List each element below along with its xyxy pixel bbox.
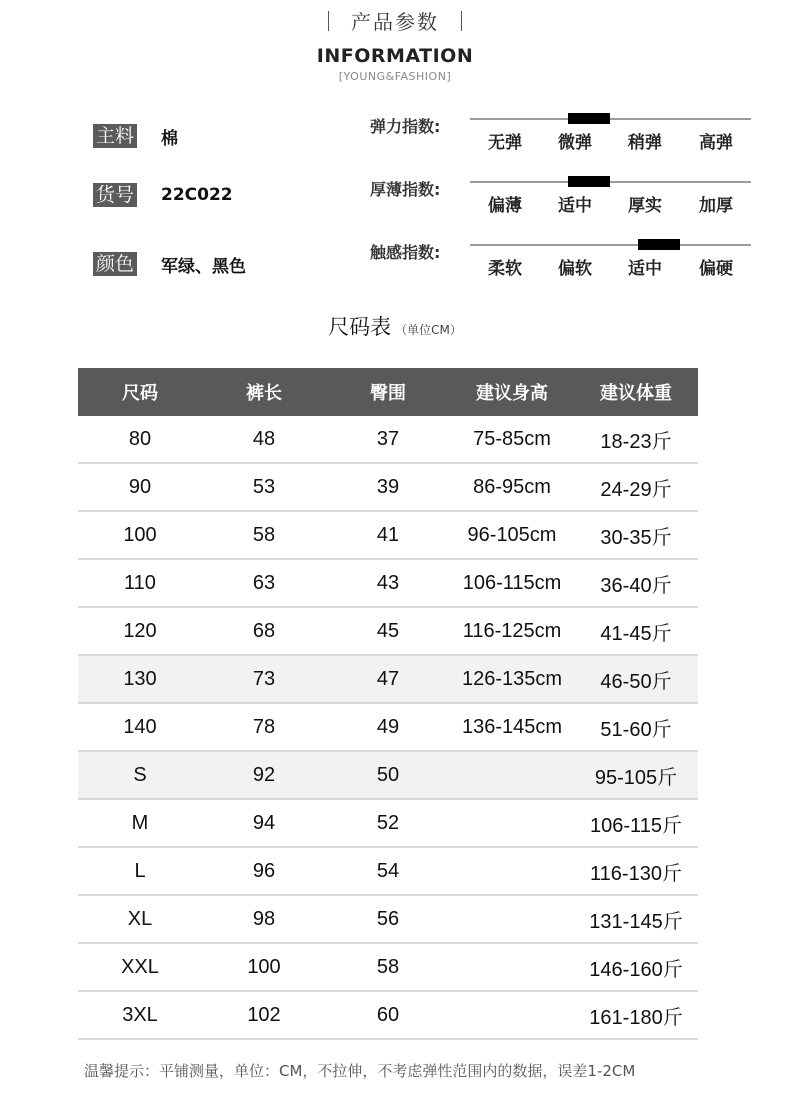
table-cell: XL bbox=[78, 895, 202, 943]
scale-option: 无弹 bbox=[488, 133, 522, 153]
table-row bbox=[78, 559, 698, 607]
spec-value: 军绿、黑色 bbox=[161, 256, 247, 277]
table-row bbox=[78, 511, 698, 559]
page-header bbox=[0, 6, 790, 83]
table-cell: 49 bbox=[326, 703, 450, 751]
scale-option: 厚实 bbox=[628, 196, 662, 216]
table-cell: 136-145cm bbox=[450, 703, 574, 751]
table-cell: 126-135cm bbox=[450, 655, 574, 703]
spec-label: 主料 bbox=[93, 124, 137, 148]
table-cell: 58 bbox=[326, 943, 450, 991]
table-cell: 50 bbox=[326, 751, 450, 799]
table-cell bbox=[450, 799, 574, 847]
title-en: INFORMATION bbox=[316, 45, 474, 67]
scale-marker bbox=[638, 239, 680, 250]
table-cell: 41-45斤 bbox=[574, 607, 698, 655]
table-cell: 110 bbox=[78, 559, 202, 607]
spec-item-number bbox=[93, 183, 233, 207]
table-cell: 53 bbox=[202, 463, 326, 511]
table-cell: 43 bbox=[326, 559, 450, 607]
touch-scale bbox=[470, 242, 751, 282]
table-cell: 92 bbox=[202, 751, 326, 799]
divider-left bbox=[328, 11, 329, 31]
spec-label: 货号 bbox=[93, 183, 137, 207]
table-cell: 54 bbox=[326, 847, 450, 895]
table-cell bbox=[450, 751, 574, 799]
table-cell: 58 bbox=[202, 511, 326, 559]
table-row bbox=[78, 463, 698, 511]
table-row bbox=[78, 943, 698, 991]
table-cell bbox=[450, 847, 574, 895]
table-cell: 60 bbox=[326, 991, 450, 1039]
scale-option: 稍弹 bbox=[628, 133, 662, 153]
table-cell: 73 bbox=[202, 655, 326, 703]
table-cell: 18-23斤 bbox=[574, 416, 698, 463]
table-cell bbox=[450, 991, 574, 1039]
table-cell: 106-115cm bbox=[450, 559, 574, 607]
table-cell: 51-60斤 bbox=[574, 703, 698, 751]
table-cell: 146-160斤 bbox=[574, 943, 698, 991]
table-cell: 56 bbox=[326, 895, 450, 943]
table-row bbox=[78, 751, 698, 799]
table-cell: 41 bbox=[326, 511, 450, 559]
table-cell: 39 bbox=[326, 463, 450, 511]
table-cell: 161-180斤 bbox=[574, 991, 698, 1039]
spec-value: 棉 bbox=[161, 128, 179, 149]
col-header-length: 裤长 bbox=[202, 368, 326, 416]
size-table-body bbox=[78, 416, 698, 1039]
table-cell: 75-85cm bbox=[450, 416, 574, 463]
size-table bbox=[78, 368, 698, 1040]
table-cell: 48 bbox=[202, 416, 326, 463]
table-cell bbox=[450, 943, 574, 991]
table-cell: 140 bbox=[78, 703, 202, 751]
table-cell: 52 bbox=[326, 799, 450, 847]
table-cell: 47 bbox=[326, 655, 450, 703]
elasticity-scale bbox=[470, 116, 751, 156]
title-row bbox=[0, 6, 790, 35]
table-cell: 100 bbox=[202, 943, 326, 991]
table-cell: 46-50斤 bbox=[574, 655, 698, 703]
spec-value: 22C022 bbox=[161, 185, 233, 205]
col-header-hip: 臀围 bbox=[326, 368, 450, 416]
table-cell: 102 bbox=[202, 991, 326, 1039]
title-cn: 产品参数 bbox=[351, 10, 439, 34]
table-cell: 63 bbox=[202, 559, 326, 607]
table-cell: 3XL bbox=[78, 991, 202, 1039]
table-cell: 130 bbox=[78, 655, 202, 703]
table-cell: 68 bbox=[202, 607, 326, 655]
scale-option: 偏软 bbox=[558, 259, 592, 279]
size-table-unit: （单位CM） bbox=[395, 323, 462, 337]
table-cell: 95-105斤 bbox=[574, 751, 698, 799]
scale-option: 微弹 bbox=[558, 133, 592, 153]
scale-option: 偏硬 bbox=[699, 259, 733, 279]
divider-right bbox=[461, 11, 462, 31]
scale-option: 柔软 bbox=[488, 259, 522, 279]
table-row bbox=[78, 703, 698, 751]
scale-line bbox=[470, 181, 751, 183]
table-row bbox=[78, 416, 698, 463]
scale-option: 适中 bbox=[628, 259, 662, 279]
thickness-label: 厚薄指数: bbox=[370, 180, 441, 199]
table-cell: 37 bbox=[326, 416, 450, 463]
size-table-title-text: 尺码表 bbox=[328, 315, 392, 339]
thickness-scale bbox=[470, 179, 751, 219]
footer-note: 温馨提示：平铺测量，单位：CM，不拉伸，不考虑弹性范围内的数据，误差1-2CM bbox=[84, 1062, 636, 1080]
scale-option: 偏薄 bbox=[488, 196, 522, 216]
table-cell: 24-29斤 bbox=[574, 463, 698, 511]
touch-label: 触感指数: bbox=[370, 243, 441, 262]
scale-option: 高弹 bbox=[699, 133, 733, 153]
scale-marker bbox=[568, 176, 610, 187]
table-cell bbox=[450, 895, 574, 943]
scale-option: 加厚 bbox=[699, 196, 733, 216]
col-header-size: 尺码 bbox=[78, 368, 202, 416]
table-cell: 96-105cm bbox=[450, 511, 574, 559]
table-cell: 116-125cm bbox=[450, 607, 574, 655]
table-cell: 106-115斤 bbox=[574, 799, 698, 847]
table-cell: L bbox=[78, 847, 202, 895]
table-cell: 80 bbox=[78, 416, 202, 463]
table-row bbox=[78, 799, 698, 847]
table-cell: 36-40斤 bbox=[574, 559, 698, 607]
elasticity-label: 弹力指数: bbox=[370, 117, 441, 136]
table-cell: M bbox=[78, 799, 202, 847]
scale-marker bbox=[568, 113, 610, 124]
table-cell: 120 bbox=[78, 607, 202, 655]
scale-line bbox=[470, 244, 751, 246]
table-row bbox=[78, 847, 698, 895]
spec-color bbox=[93, 252, 246, 276]
table-cell: 45 bbox=[326, 607, 450, 655]
table-cell: 116-130斤 bbox=[574, 847, 698, 895]
table-row bbox=[78, 655, 698, 703]
table-cell: 94 bbox=[202, 799, 326, 847]
size-table-title bbox=[0, 311, 790, 341]
table-cell: 96 bbox=[202, 847, 326, 895]
table-cell: 78 bbox=[202, 703, 326, 751]
table-cell: 90 bbox=[78, 463, 202, 511]
spec-material bbox=[93, 124, 178, 148]
table-cell: 86-95cm bbox=[450, 463, 574, 511]
table-cell: S bbox=[78, 751, 202, 799]
table-row bbox=[78, 895, 698, 943]
scale-option: 适中 bbox=[558, 196, 592, 216]
table-cell: 98 bbox=[202, 895, 326, 943]
subtitle: [YOUNG&FASHION] bbox=[338, 70, 452, 83]
table-row bbox=[78, 607, 698, 655]
table-cell: 30-35斤 bbox=[574, 511, 698, 559]
table-row bbox=[78, 991, 698, 1039]
spec-label: 颜色 bbox=[93, 252, 137, 276]
table-cell: 100 bbox=[78, 511, 202, 559]
table-header-row bbox=[78, 368, 698, 416]
scale-line bbox=[470, 118, 751, 120]
table-cell: 131-145斤 bbox=[574, 895, 698, 943]
col-header-height: 建议身高 bbox=[450, 368, 574, 416]
col-header-weight: 建议体重 bbox=[574, 368, 698, 416]
table-cell: XXL bbox=[78, 943, 202, 991]
